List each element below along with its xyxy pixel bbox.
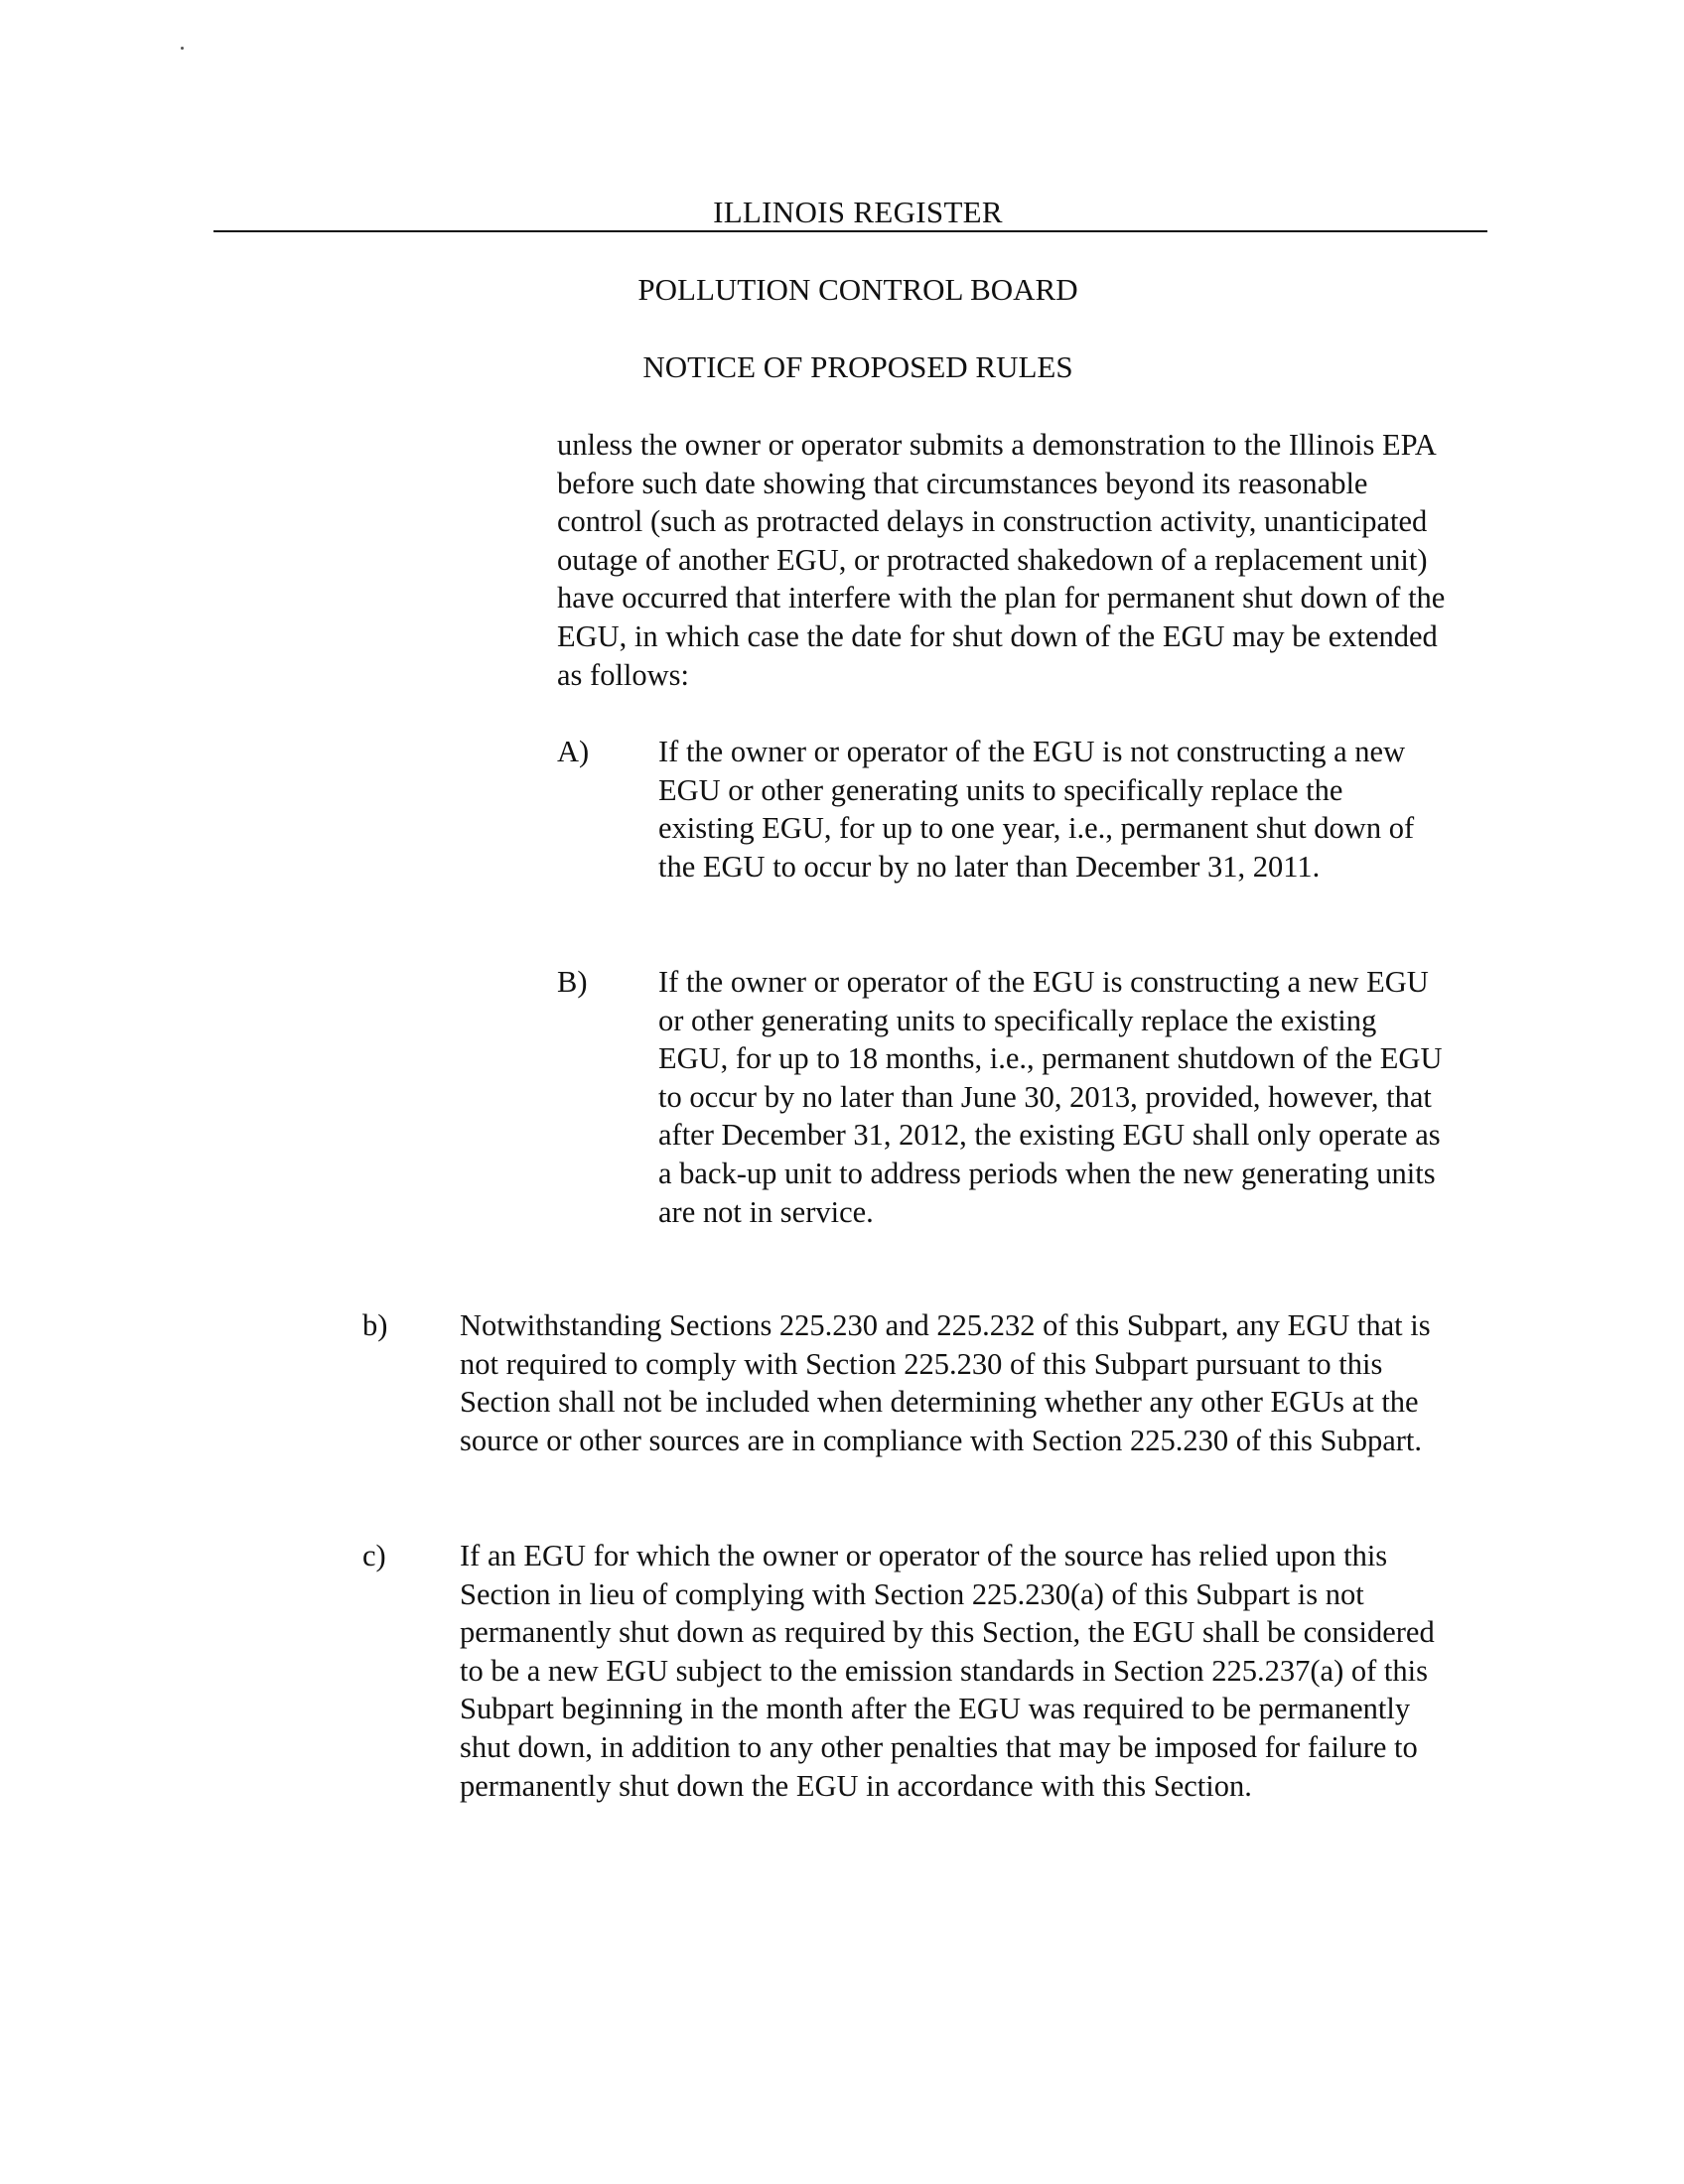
header-rule: [213, 230, 1487, 232]
subitem-b-text: If the owner or operator of the EGU is constructing a new EGU or other generating units to specifically replace the existing EGU, for up to 18 months, i.e., permanent shutdown of the EGU to occur by no later than June 30, 2013, provided, however, that after December 31, 2012, the existing EGU shall only operate as a back-up unit to address periods when the new generating units are not in service.: [658, 965, 1443, 1229]
item-b-label: b): [362, 1308, 388, 1342]
scan-speck: [181, 47, 184, 50]
intro-paragraph: unless the owner or operator submits a demonstration to the Illinois EPA before such date showing that circumstances beyond its reasonable control (such as protracted delays in construction activity, unanticipated outage of another EGU, or protracted shakedown of a replacement unit) have occurred that interfere with the plan for permanent shut down of the EGU, in which case the date for shut down of the EGU may be extended as follows:: [557, 428, 1446, 692]
subitem-a-label: A): [557, 735, 590, 768]
subitem-b-label: B): [557, 965, 588, 999]
register-title: ILLINOIS REGISTER: [713, 195, 1003, 229]
agency-heading: POLLUTION CONTROL BOARD: [637, 272, 1078, 307]
notice-heading: NOTICE OF PROPOSED RULES: [642, 349, 1073, 384]
subitem-a-text: If the owner or operator of the EGU is not constructing a new EGU or other generating units to specifically replace the existing EGU, for up to one year, i.e., permanent shut down of the EGU to occur by no later than December 31, 2011.: [658, 735, 1415, 884]
item-c-text: If an EGU for which the owner or operator of the source has relied upon this Section in lieu of complying with Section 225.230(a) of this Subpart is not permanently shut down as required by this Section, the EGU shall be considered to be a new EGU subject to the emission standards in Section 225.237(a) of this Subpart beginning in the month after the EGU was required to be permanently shut down, in addition to any other penalties that may be imposed for failure to permanently shut down the EGU in accordance with this Section.: [460, 1539, 1435, 1803]
item-b-text: Notwithstanding Sections 225.230 and 225.232 of this Subpart, any EGU that is not required to comply with Section 225.230 of this Subpart pursuant to this Section shall not be included when determining whether any other EGUs at the source or other sources are in compliance with Section 225.230 of this Subpart.: [460, 1308, 1431, 1457]
item-c-label: c): [362, 1539, 386, 1572]
